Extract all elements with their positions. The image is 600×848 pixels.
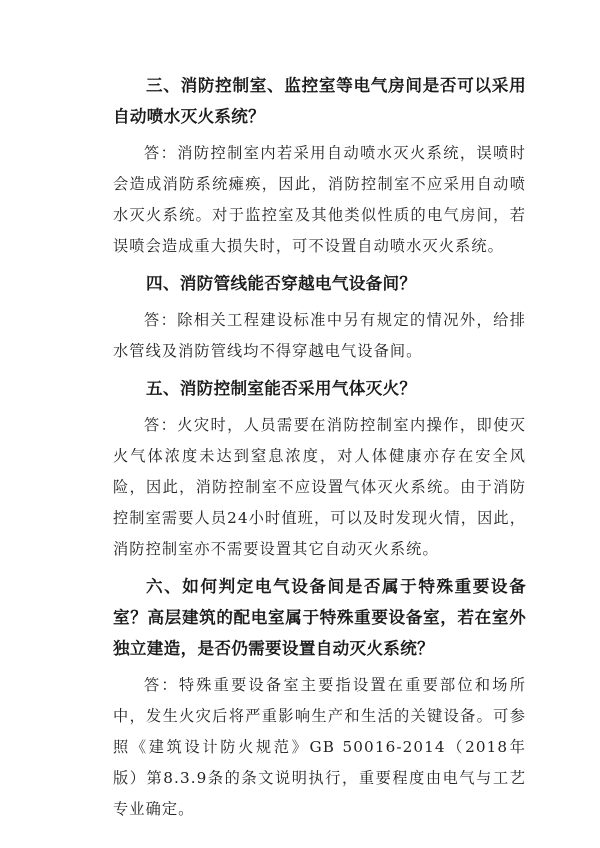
qa-section-6 [113,571,526,825]
question-heading-6: 六、如何判定电气设备间是否属于特殊重要设备室？高层建筑的配电室属于特殊重要设备室，若在室外独立建造，是否仍需要设置自动灭火系统？ [113,577,526,658]
qa-section-5 [113,373,526,565]
answer-paragraph-6: 答：特殊重要设备室主要指设置在重要部位和场所中，发生火灾后将严重影响生产和生活的关键设备。可参照《建筑设计防火规范》GB 50016-2014（2018年版）第8.3.9条的条文说明执行，重要程度由电气与工艺专业确定。 [113,676,526,818]
qa-section-3 [113,70,526,262]
answer-paragraph-4: 答：除相关工程建设标准中另有规定的情况外，给排水管线及消防管线均不得穿越电气设备间。 [113,311,526,360]
document-body [113,70,526,831]
answer-paragraph-5: 答：火灾时，人员需要在消防控制室内操作，即使灭火气体浓度未达到窒息浓度，对人体健康亦存在安全风险，因此，消防控制室不应设置气体灭火系统。由于消防控制室需要人员24小时值班，可以及时发现火情，因此，消防控制室亦不需要设置其它自动灭火系统。 [113,416,526,558]
question-heading-3: 三、消防控制室、监控室等电气房间是否可以采用自动喷水灭火系统？ [113,76,526,126]
answer-paragraph-3: 答：消防控制室内若采用自动喷水灭火系统，误喷时会造成消防系统瘫痪，因此，消防控制室不应采用自动喷水灭火系统。对于监控室及其他类似性质的电气房间，若误喷会造成重大损失时，可不设置自动喷水灭火系统。 [113,144,526,255]
qa-section-4 [113,268,526,367]
question-heading-4: 四、消防管线能否穿越电气设备间？ [146,274,417,293]
question-heading-5: 五、消防控制室能否采用气体灭火？ [146,379,417,398]
